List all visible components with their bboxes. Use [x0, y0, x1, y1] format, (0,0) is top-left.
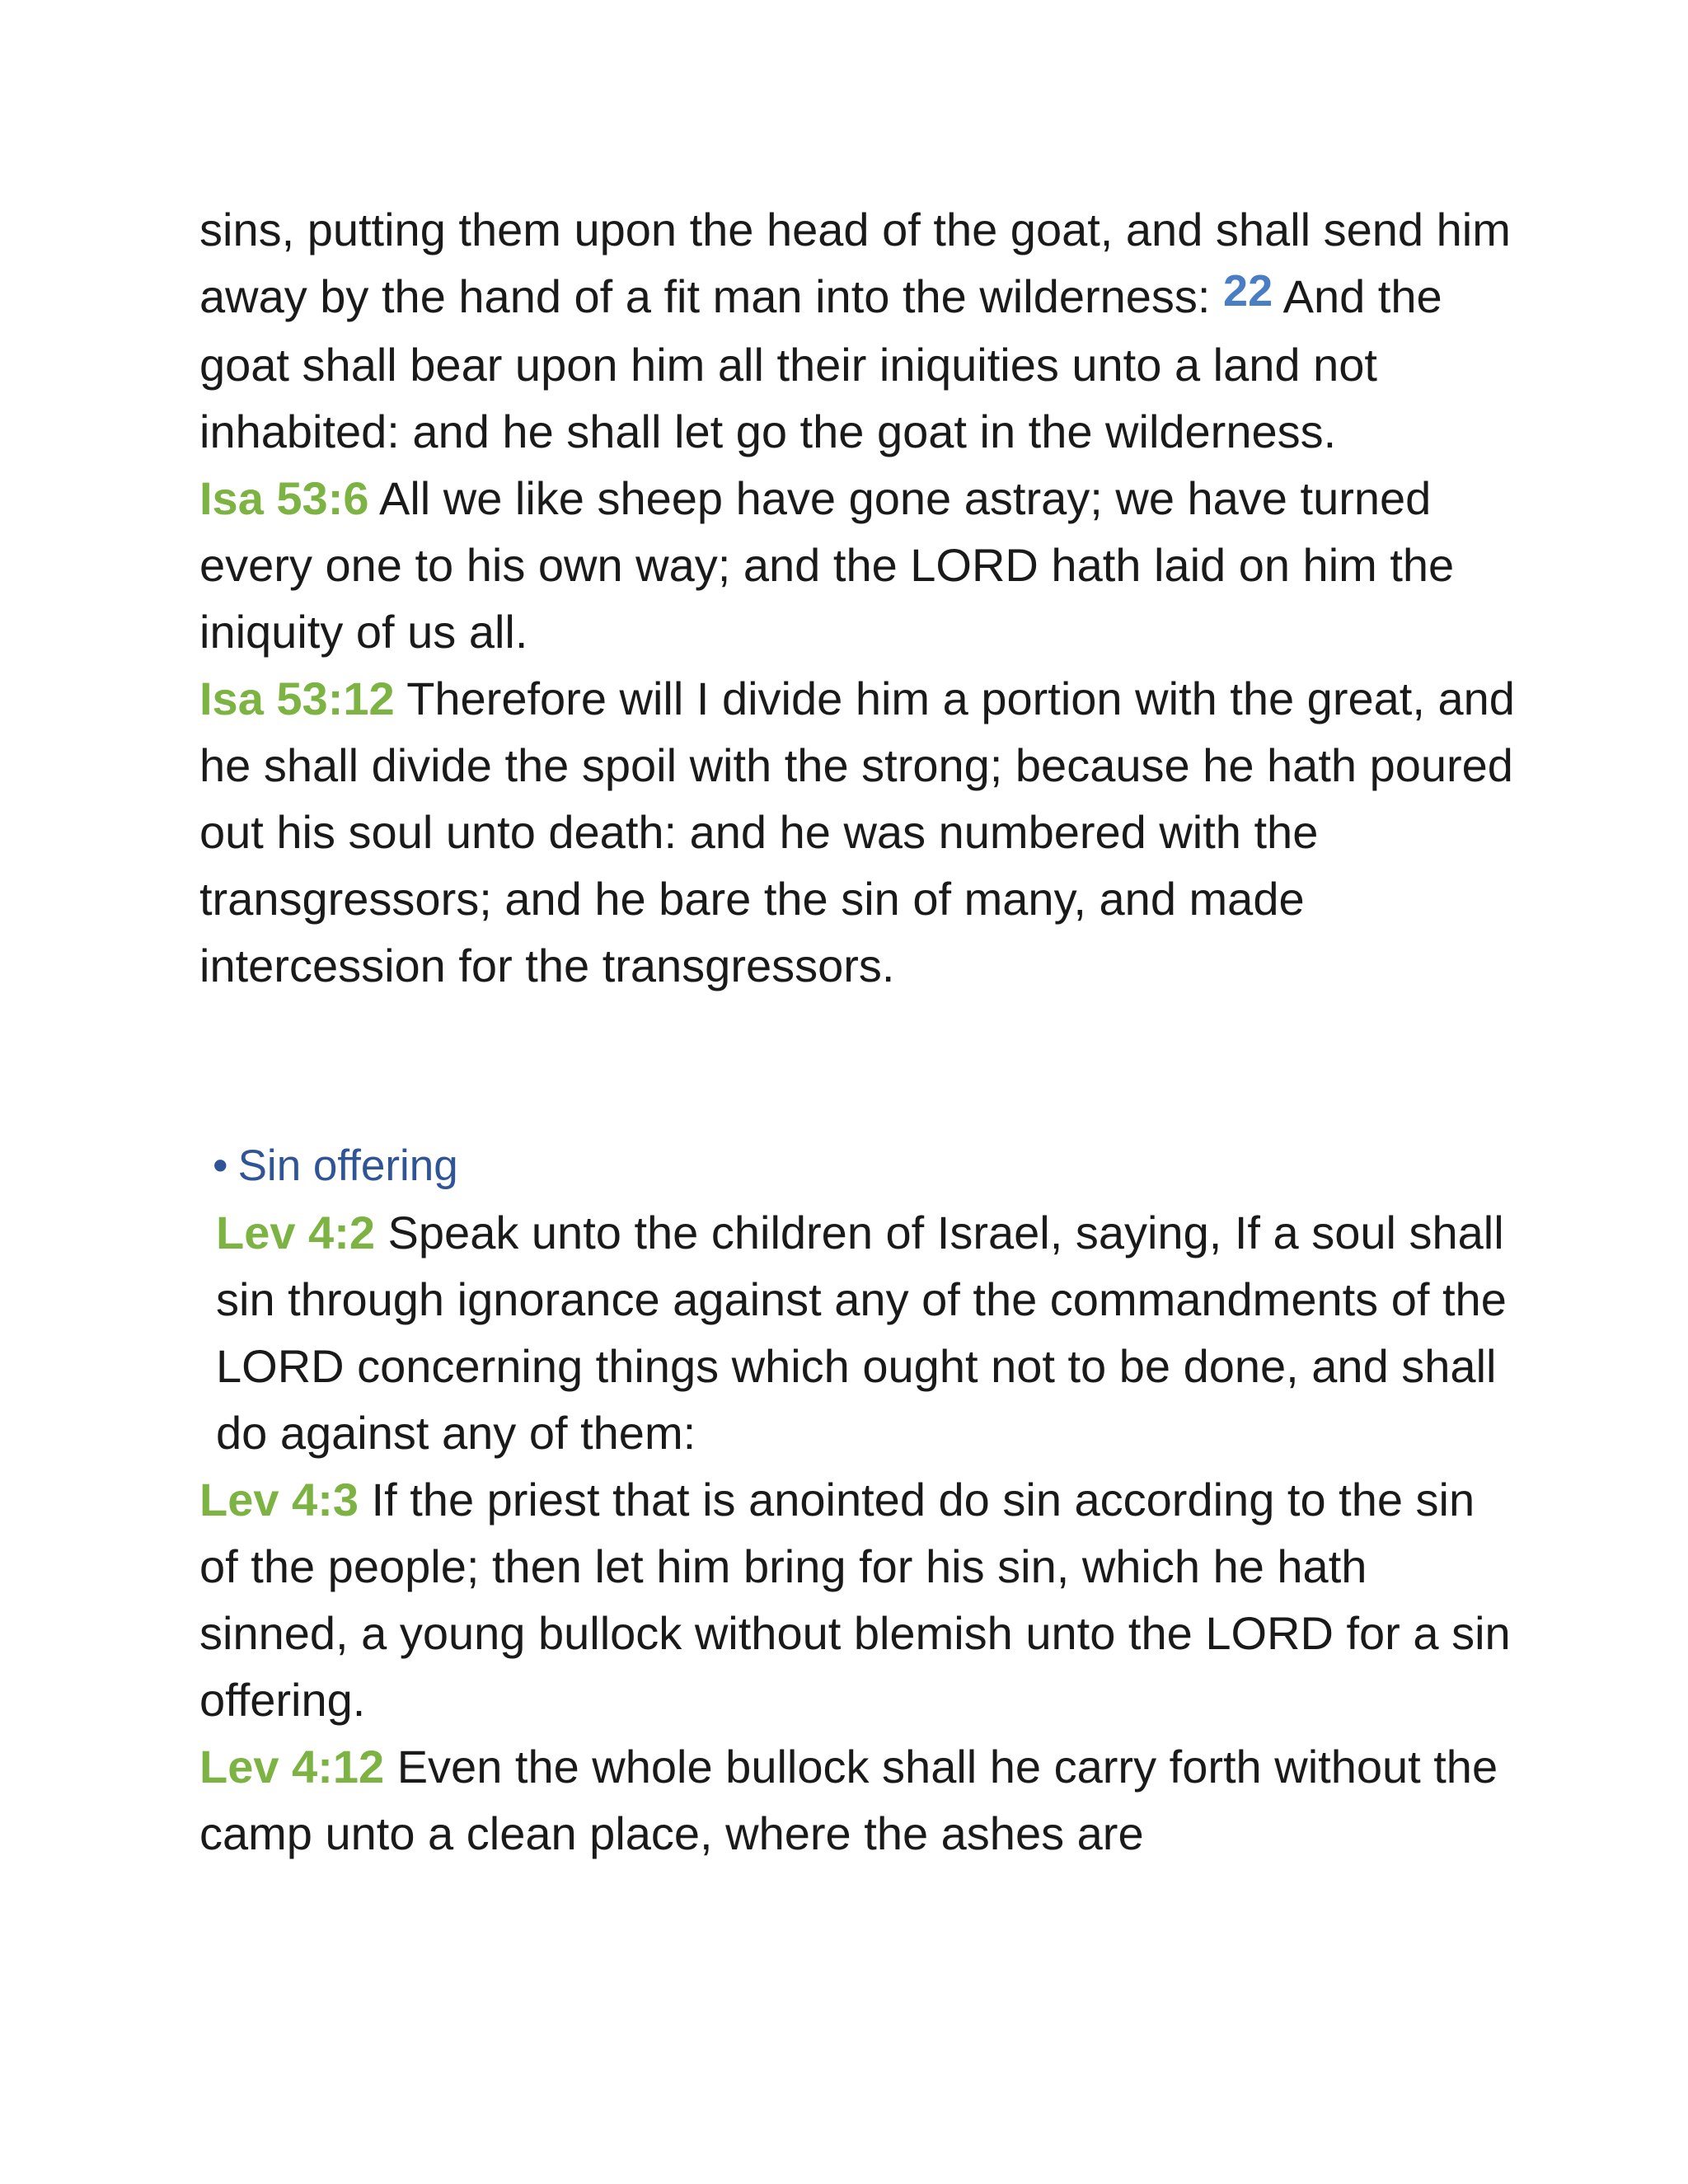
passage-continuation: [199, 196, 1518, 465]
verse-reference: Isa 53:12: [199, 673, 395, 724]
verse-isa-53-6: [199, 465, 1518, 665]
verse-reference: Lev 4:12: [199, 1741, 385, 1793]
verse-number: 22: [1223, 266, 1273, 316]
bullet-icon: •: [213, 1141, 228, 1190]
verse-text: If the priest that is anointed do sin according to the sin of the people; then let him bring for his sin, which he hath sinned, a young bullock without blemish unto the LORD for a sin offering.: [199, 1474, 1511, 1726]
passage-text-after: And the goat shall bear upon him all their iniquities unto a land not inhabited: and he shall let go the goat in the wilderness.: [199, 270, 1442, 457]
verse-lev-4-3: [199, 1466, 1518, 1733]
verse-text: Even the whole bullock shall he carry forth without the camp unto a clean place, where the ashes are: [199, 1741, 1498, 1859]
verse-lev-4-2: [199, 1199, 1518, 1466]
verse-reference: Lev 4:2: [216, 1207, 375, 1258]
document-body: [199, 196, 1518, 1867]
verse-text: Therefore will I divide him a portion with the great, and he shall divide the spoil with the strong; because he hath poured out his soul unto death: and he was numbered with the transgressors; and he bare the sin of many, and made intercession for the transgressors.: [199, 673, 1515, 991]
verse-lev-4-12: [199, 1733, 1518, 1867]
verse-text: Speak unto the children of Israel, saying, If a soul shall sin through ignorance against any of the commandments of the LORD concerning things which ought not to be done, and shall do against any of them:: [216, 1207, 1507, 1459]
section-heading: [199, 1132, 1518, 1199]
section-title: Sin offering: [237, 1141, 458, 1190]
verse-reference: Lev 4:3: [199, 1474, 359, 1526]
verse-reference: Isa 53:6: [199, 472, 369, 524]
passage-text-before: sins, putting them upon the head of the goat, and shall send him away by the hand of a fit man into the wilderness:: [199, 204, 1511, 322]
verse-text: All we like sheep have gone astray; we have turned every one to his own way; and the LORD hath laid on him the iniquity of us all.: [199, 472, 1455, 658]
verse-isa-53-12: [199, 665, 1518, 999]
section-spacer: [199, 999, 1518, 1132]
